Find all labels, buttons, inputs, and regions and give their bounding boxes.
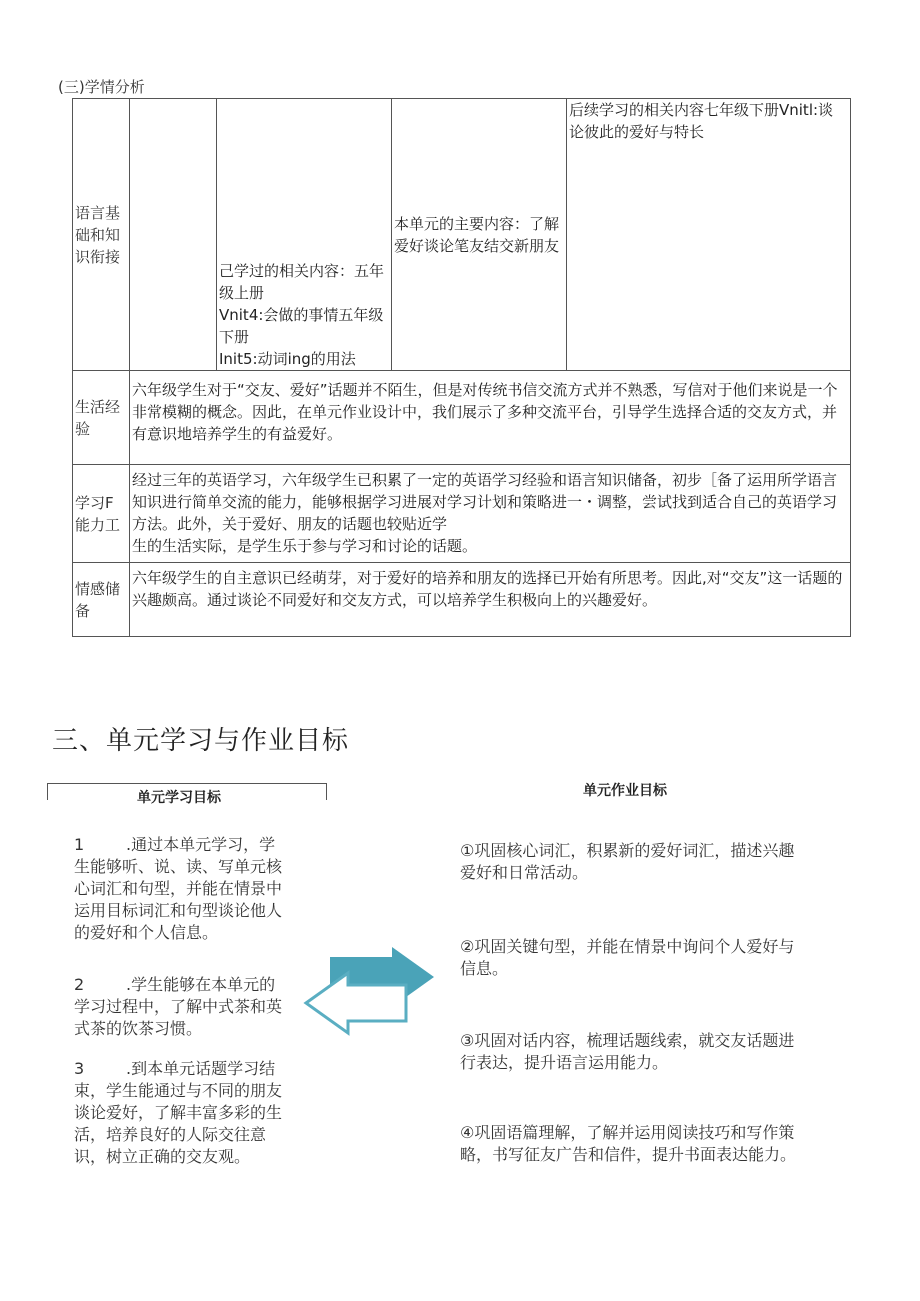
- learning-goal-3: 3 .到本单元话题学习结束，学生能通过与不同的朋友谈论爱好，了解丰富多彩的生活，培养良好的人际交往意识，树立正确的交友观。: [74, 1059, 283, 1166]
- homework-goals-title: 单元作业目标: [583, 783, 667, 799]
- learned-cell: 己学过的相关内容：五年级上册 Vnit4:会做的事情五年级下册 Init5:动词ing的用法: [217, 99, 392, 371]
- learning-goal-1: 1 .通过本单元学习，学生能够听、说、读、写单元核心词汇和句型，并能在情景中运用目标词汇和句型谈论他人的爱好和个人信息。: [74, 835, 283, 942]
- section-heading: 三、单元学习与作业目标: [52, 726, 350, 756]
- homework-goal-1: ①巩固核心词汇，积累新的爱好词汇，描述兴趣爱好和日常活动。: [460, 841, 795, 882]
- homework-goal-2: ②巩固关键句型，并能在情景中询问个人爱好与信息。: [460, 937, 795, 978]
- future-cell: 后续学习的相关内容七年级下册Vnitl:谈论彼此的爱好与特长: [567, 99, 851, 371]
- homework-goal-3: ③巩固对话内容，梳理话题线索，就交友话题进行表达，提升语言运用能力。: [460, 1031, 795, 1072]
- table-row: [73, 465, 851, 563]
- current-cell: 本单元的主要内容：了解爱好谈论笔友结交新朋友: [392, 99, 567, 371]
- ability-content: 经过三年的英语学习，六年级学生已积累了一定的英语学习经验和语言知识储备，初步［备了运用所学语言知识进行简单交流的能力，能够根据学习进展对学习计划和策略进一・调整，尝试找到适合自己的英语学习方法。此外，关于爱好、朋友的话题也较贴近学 生的生活实际，是学生乐于参与学习和讨论的话题。: [130, 465, 851, 563]
- section-title: (三)学情分析: [58, 78, 145, 96]
- table-row: [73, 99, 851, 371]
- row-label-language: 语言基础和知识衔接: [73, 99, 130, 371]
- row-label-ability: 学习F能力工: [73, 465, 130, 563]
- row-label-emotion: 情感储备: [73, 563, 130, 637]
- empty-cell: [130, 99, 217, 371]
- table-row: [73, 371, 851, 465]
- row-label-life: 生活经验: [73, 371, 130, 465]
- emotion-content: 六年级学生的自主意识已经萌芽，对于爱好的培养和朋友的选择已开始有所思考。因此,对“交友”这一话题的兴趣颇高。通过谈论不同爱好和交友方式，可以培养学生积极向上的兴趣爱好。: [130, 563, 851, 637]
- table-row: [73, 563, 851, 637]
- bidirectional-arrow-icon: [300, 945, 440, 1045]
- learning-goals-title: 单元学习目标: [137, 790, 221, 806]
- learning-goal-2: 2 .学生能够在本单元的学习过程中，了解中式茶和英式茶的饮茶习惯。: [74, 975, 283, 1038]
- analysis-table: [72, 98, 851, 637]
- life-content: 六年级学生对于“交友、爱好”话题并不陌生，但是对传统书信交流方式并不熟悉，写信对于他们来说是一个非常模糊的概念。因此，在单元作业设计中，我们展示了多种交流平台，引导学生选择合适的交友方式，并有意识地培养学生的有益爱好。: [130, 371, 851, 465]
- homework-goal-4: ④巩固语篇理解，了解并运用阅读技巧和写作策略，书写征友广告和信件，提升书面表达能力。: [460, 1123, 797, 1164]
